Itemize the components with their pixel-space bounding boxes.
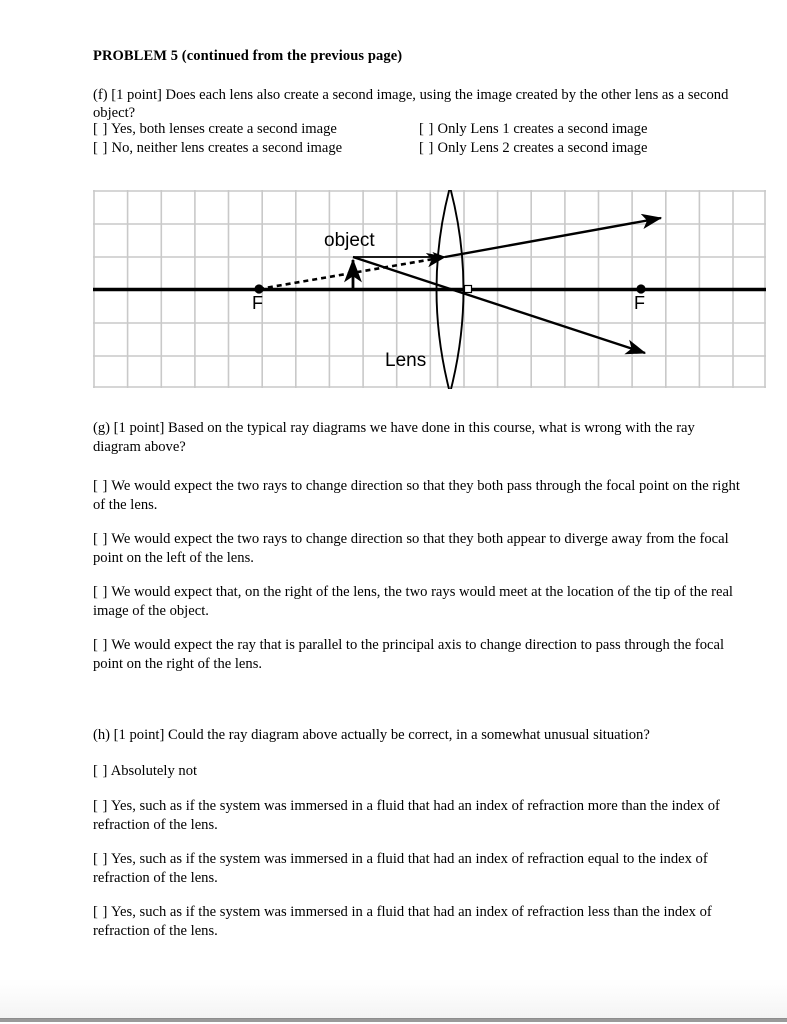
- question-f-prompt: (f) [1 point] Does each lens also create a second image, using the image created by the other lens as a second object?: [93, 87, 729, 121]
- question-g-option-1[interactable]: [93, 477, 741, 514]
- checkbox-icon[interactable]: [ ]: [93, 139, 108, 156]
- lens-label: Lens: [385, 350, 427, 371]
- question-f-options: [93, 120, 713, 157]
- question-g-option-4[interactable]: [93, 636, 746, 673]
- question-f-option-1-label: Yes, both lenses create a second image: [110, 121, 337, 137]
- object-label: object: [324, 230, 375, 251]
- page-bottom-fade: [0, 962, 787, 1018]
- checkbox-icon[interactable]: [ ]: [93, 531, 108, 547]
- checkbox-icon[interactable]: [ ]: [93, 637, 108, 653]
- ray-diagram: [93, 190, 766, 389]
- question-g-prompt: (g) [1 point] Based on the typical ray diagrams we have done in this course, what is wrong with the ray diagram above?: [93, 420, 695, 455]
- question-g-option-3[interactable]: [93, 583, 743, 620]
- question-h-option-3-label: Yes, such as if the system was immersed in a fluid that had an index of refraction equal to the index of refraction of the lens.: [93, 851, 708, 886]
- question-g-option-3-label: We would expect that, on the right of the lens, the two rays would meet at the location of the tip of the real image of the object.: [93, 584, 733, 619]
- checkbox-icon[interactable]: [ ]: [93, 798, 108, 814]
- checkbox-icon[interactable]: [ ]: [93, 904, 108, 920]
- checkbox-icon[interactable]: [ ]: [419, 121, 434, 137]
- question-f-option-4[interactable]: [419, 139, 713, 158]
- checkbox-icon[interactable]: [ ]: [93, 121, 108, 137]
- question-f-option-row: [93, 120, 713, 139]
- question-f-option-2-label: Only Lens 1 creates a second image: [437, 121, 648, 137]
- question-f-option-4-label: Only Lens 2 creates a second image: [437, 139, 648, 156]
- question-h-option-4-label: Yes, such as if the system was immersed in a fluid that had an index of refraction less than the index of refraction of the lens.: [93, 904, 712, 939]
- question-f-option-2[interactable]: [419, 120, 713, 139]
- checkbox-icon[interactable]: [ ]: [93, 851, 108, 867]
- question-g-option-4-label: We would expect the ray that is parallel to the principal axis to change direction to pass through the focal point on the right of the lens.: [93, 637, 725, 672]
- question-g-option-2[interactable]: [93, 530, 729, 567]
- question-h-prompt: (h) [1 point] Could the ray diagram above actually be correct, in a somewhat unusual situation?: [93, 727, 650, 743]
- question-h-option-1[interactable]: [93, 762, 493, 781]
- question-g-option-2-label: We would expect the two rays to change direction so that they both appear to diverge away from the focal point on the left of the lens.: [93, 531, 729, 566]
- checkbox-icon[interactable]: [ ]: [419, 139, 434, 156]
- checkbox-icon[interactable]: [ ]: [93, 763, 108, 779]
- question-f-option-1[interactable]: [93, 120, 419, 139]
- question-h-option-3[interactable]: [93, 850, 748, 887]
- focal-label-left: F: [252, 293, 263, 313]
- checkbox-icon[interactable]: [ ]: [93, 584, 108, 600]
- question-h-option-4[interactable]: [93, 903, 718, 940]
- page-bottom-rule: [0, 1018, 787, 1022]
- question-f-option-row: [93, 139, 713, 158]
- question-h-option-2[interactable]: [93, 797, 736, 834]
- question-h-option-2-label: Yes, such as if the system was immersed in a fluid that had an index of refraction more than the index of refraction of the lens.: [93, 798, 720, 833]
- checkbox-icon[interactable]: [ ]: [93, 478, 108, 494]
- question-g-option-1-label: We would expect the two rays to change direction so that they both pass through the focal point on the right of the lens.: [93, 478, 740, 513]
- question-h-option-1-label: Absolutely not: [110, 763, 198, 779]
- page-title: PROBLEM 5 (continued from the previous page): [93, 48, 403, 64]
- question-f-option-3-label: No, neither lens creates a second image: [111, 139, 343, 156]
- focal-label-right: F: [634, 293, 645, 313]
- lens-center-marker: [465, 286, 472, 293]
- question-f-option-3[interactable]: [93, 139, 419, 158]
